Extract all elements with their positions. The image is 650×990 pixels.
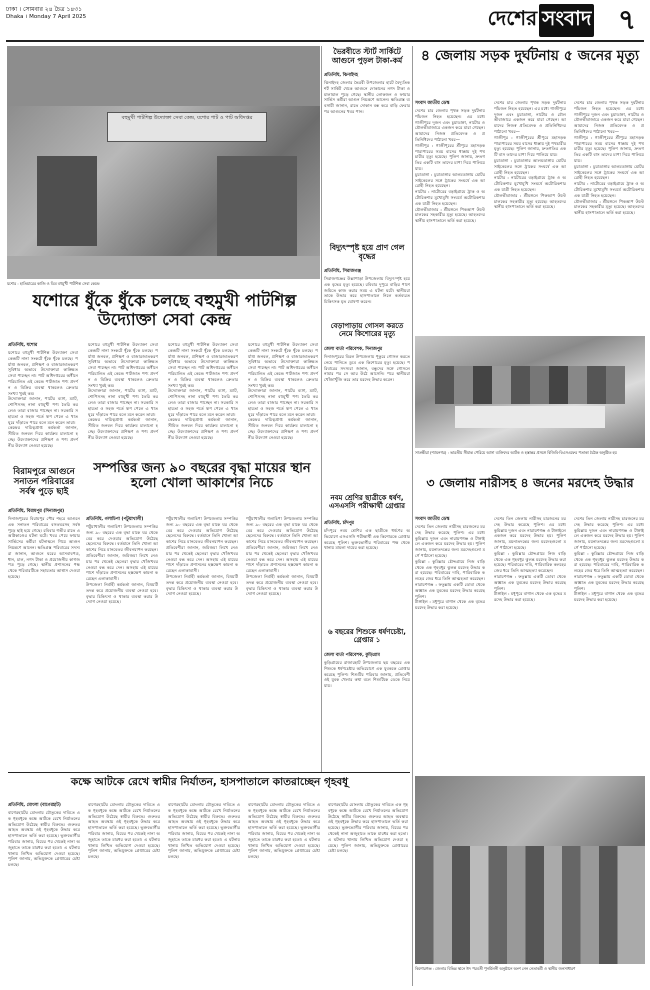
mother-byline: প্রতিনিধি, গলাচিপা (পটুয়াখালী)	[86, 517, 144, 522]
masthead	[0, 0, 650, 44]
road-body-col1: দেশের চার জেলায় পৃথক সড়ক দুর্ঘটনায় পাঁচজন নিহত হয়েছেন। এর মধ্যে গাজীপুরে দুজন এবং চুয়াডাঙ্গা, নাটোর ও মৌলভীবাজারে একজন করে মারা গেছেন। আমাদের নিজস্ব প্রতিবেদক ও প্রতিনিধিদের পাঠানো খবর— গাজীপুর : গাজীপুরের শ্রীপুরে মহাসড়ক পারাপারের সময় বাসের ধাক্কায় দুই পথচারীর মৃত্যু হয়েছে। পুলিশ জানায়, দ্রুতগতির একটি বাস তাদের চাপা দিয়ে পালিয়ে যায়। চুয়াডাঙ্গা : চুয়াডাঙ্গার আলমডাঙ্গায় মোটরসাইকেলের সঙ্গে ট্রাকের সংঘর্ষে এক আরোহী নিহত হয়েছেন। নাটোর : নাটোরের বড়াইগ্রামে ট্রাক ও অটোরিকশার মুখোমুখি সংঘর্ষে অটোরিকশার এক যাত্রী নিহত হয়েছেন। মৌলভীবাজার : শ্রীমঙ্গলে পিকআপ উল্টে চালকের সহকারীর মৃত্যু হয়েছে। আহতদের স্থানীয় হাসপাতালে ভর্তি করা হয়েছে।	[415, 108, 485, 224]
border-meeting-caption: সাতক্ষীরা (শ্যামনগর) : ভারতীয় সীমান্ত পেরিয়ে আসা ব্যক্তিদের আটক ও হস্তান্তর প্রসঙ্গে বিজিবি-বিএসএফের পতাকা বৈঠক অনুষ্ঠিত হয়	[415, 450, 617, 455]
jute-center-photo	[7, 46, 320, 279]
mother-body-col2: পটুয়াখালীর গলাচিপা উপজেলায় সম্পত্তির জন্য ৯০ বছরের এক বৃদ্ধা মাকে ঘর থেকে বের করে দেওয়ার অভিযোগ উঠেছে ছেলেদের বিরুদ্ধে। বর্তমানে তিনি খোলা আকাশের নিচে মানবেতর জীবনযাপন করছেন। প্রতিবেশীরা জানান, জমিজমা লিখে নেওয়ার পর থেকেই ছেলেরা বৃদ্ধার খোঁজখবর নেওয়া বন্ধ করে দেন। অসহায় এই মায়ের পাশে দাঁড়াতে প্রশাসনের হস্তক্ষেপ কামনা করেছেন এলাকাবাসী। উপজেলা নির্বাহী কর্মকর্তা জানান, বিষয়টি তদন্ত করে প্রয়োজনীয় ব্যবস্থা নেওয়া হবে। বৃদ্ধার চিকিৎসা ও থাকার ব্যবস্থা করার উদ্যোগ নেওয়া হয়েছে।	[166, 516, 238, 597]
wife-body-col1: বাগেরহাটের মোংলায় যৌতুকের দাবিতে এক গৃহবধূকে কক্ষে আটকে রেখে নির্যাতনের অভিযোগ উঠেছে স্বামীর বিরুদ্ধে। গুরুতর আহত অবস্থায় ওই গৃহবধূকে উদ্ধার করে হাসপাতালে ভর্তি করা হয়েছে। ভুক্তভোগীর পরিবার জানায়, বিয়ের পর থেকেই নানা অজুহাতে তাকে মারধর করা হতো। এ ঘটনায় থানায় লিখিত অভিযোগ দেওয়া হয়েছে। পুলিশ জানায়, অভিযুক্তকে গ্রেপ্তারের চেষ্টা চলছে।	[8, 810, 82, 868]
jute-body-col4: যশোরে বহুমুখী পাটশিল্প উদ্যোক্তা সেবা কেন্দ্রটি নানা সংকটে ধুঁকে ধুঁকে চলছে। পর্যাপ্ত জনবল, প্রশিক্ষণ ও বাজারজাতকরণ সুবিধার অভাবে উদ্যোক্তারা কাঙ্ক্ষিত সেবা পাচ্ছেন না। পাট অধিদপ্তরের অধীনে পরিচালিত এই কেন্দ্রে পাটজাত পণ্য প্রদর্শন ও বিক্রির ব্যবস্থা থাকলেও ক্রেতার সংখ্যা খুবই কম। উদ্যোক্তারা জানান, পাটের ব্যাগ, ম্যাট, শোপিসসহ নানা বহুমুখী পণ্য তৈরি করলেও তারা বাজার পাচ্ছেন না। সরকারি সহায়তা ও সহজ শর্তে ঋণ পেলে এ খাত ঘুরে দাঁড়াতে পারে বলে মনে করেন তারা। কেন্দ্রের দায়িত্বপ্রাপ্ত কর্মকর্তা জানান, সীমিত জনবল দিয়ে কার্যক্রম চালানো হচ্ছে। উদ্যোক্তাদের প্রশিক্ষণ ও পণ্য প্রদর্শনীর উদ্যোগ নেওয়া হয়েছে।	[248, 342, 318, 440]
mother-body-col1: পটুয়াখালীর গলাচিপা উপজেলায় সম্পত্তির জন্য ৯০ বছরের এক বৃদ্ধা মাকে ঘর থেকে বের করে দেওয়ার অভিযোগ উঠেছে ছেলেদের বিরুদ্ধে। বর্তমানে তিনি খোলা আকাশের নিচে মানবেতর জীবনযাপন করছেন। প্রতিবেশীরা জানান, জমিজমা লিখে নেওয়ার পর থেকেই ছেলেরা বৃদ্ধার খোঁজখবর নেওয়া বন্ধ করে দেন। অসহায় এই মায়ের পাশে দাঁড়াতে প্রশাসনের হস্তক্ষেপ কামনা করেছেন এলাকাবাসী। উপজেলা নির্বাহী কর্মকর্তা জানান, বিষয়টি তদন্ত করে প্রয়োজনীয় ব্যবস্থা নেওয়া হবে। বৃদ্ধার চিকিৎসা ও থাকার ব্যবস্থা করার উদ্যোগ নেওয়া হয়েছে।	[86, 524, 158, 605]
drown-headline: বেড়াপাড়ায় গোসল করতে নেমে কিশোরের মৃত্যু	[330, 322, 404, 339]
mother-headline: সম্পত্তির জন্য ৯০ বছরের বৃদ্ধা মায়ের স্থান হলো খোলা আকাশের নিচে	[93, 461, 311, 491]
fire-family-body: দিনাজপুরের বিরামপুর পৌর শহরে আগুনে এক সনাতন পরিবারের বসতঘরসহ সর্বস্ব পুড়ে ছাই হয়ে গেছে। রবিবার গভীর রাতে এ অগ্নিকাণ্ডের ঘটনা ঘটে। খবর পেয়ে ফায়ার সার্ভিসের কর্মীরা ঘটনাস্থলে গিয়ে আগুন নিয়ন্ত্রণে আনেন। ক্ষতিগ্রস্ত পরিবারের সদস্যরা জানান, আগুনে ঘরের আসবাবপত্র, ধান, চাল, নগদ টাকা ও প্রয়োজনীয় কাগজপত্র পুড়ে গেছে। স্থানীয় প্রশাসনের পক্ষ থেকে পরিবারটিকে সহায়তার আশ্বাস দেওয়া হয়েছে।	[8, 516, 82, 579]
wife-body-col5: বাগেরহাটের মোংলায় যৌতুকের দাবিতে এক গৃহবধূকে কক্ষে আটকে রেখে নির্যাতনের অভিযোগ উঠেছে স্বামীর বিরুদ্ধে। গুরুতর আহত অবস্থায় ওই গৃহবধূকে উদ্ধার করে হাসপাতালে ভর্তি করা হয়েছে। ভুক্তভোগীর পরিবার জানায়, বিয়ের পর থেকেই নানা অজুহাতে তাকে মারধর করা হতো। এ ঘটনায় থানায় লিখিত অভিযোগ দেওয়া হয়েছে। পুলিশ জানায়, অভিযুক্তকে গ্রেপ্তারের চেষ্টা চলছে।	[328, 802, 410, 854]
photo-crowd	[415, 846, 645, 964]
road-body-col2: দেশের চার জেলায় পৃথক সড়ক দুর্ঘটনায় পাঁচজন নিহত হয়েছেন। এর মধ্যে গাজীপুরে দুজন এবং চুয়াডাঙ্গা, নাটোর ও মৌলভীবাজারে একজন করে মারা গেছেন। আমাদের নিজস্ব প্রতিবেদক ও প্রতিনিধিদের পাঠানো খবর— গাজীপুর : গাজীপুরের শ্রীপুরে মহাসড়ক পারাপারের সময় বাসের ধাক্কায় দুই পথচারীর মৃত্যু হয়েছে। পুলিশ জানায়, দ্রুতগতির একটি বাস তাদের চাপা দিয়ে পালিয়ে যায়। চুয়াডাঙ্গা : চুয়াডাঙ্গার আলমডাঙ্গায় মোটরসাইকেলের সঙ্গে ট্রাকের সংঘর্ষে এক আরোহী নিহত হয়েছেন। নাটোর : নাটোরের বড়াইগ্রামে ট্রাক ও অটোরিকশার মুখোমুখি সংঘর্ষে অটোরিকশার এক যাত্রী নিহত হয়েছেন। মৌলভীবাজার : শ্রীমঙ্গলে পিকআপ উল্টে চালকের সহকারীর মৃত্যু হয়েছে। আহতদের স্থানীয় হাসপাতালে ভর্তি করা হয়েছে।	[494, 100, 566, 210]
rape-headline: নবম শ্রেণির ছাত্রীকে ধর্ষণ, এসএসসি পরীক্ষার্থী গ্রেপ্তার	[329, 494, 405, 511]
drown-byline: জেলা বার্তা পরিবেশক, দিনাজপুর	[324, 347, 383, 352]
child-headline: ৬ বছরের শিশুকে ধর্ষণচেষ্টা, গ্রেপ্তার ১	[328, 628, 406, 645]
lightning-byline: প্রতিনিধি, সিরাজগঞ্জ	[324, 269, 362, 274]
paper-name	[478, 3, 604, 37]
gathering-photo	[415, 776, 645, 964]
photo-people-row	[435, 366, 625, 404]
rape-body: চাঁদপুরে নবম শ্রেণির এক ছাত্রীকে ধর্ষণের অভিযোগে এসএসসি পরীক্ষার্থী এক কিশোরকে গ্রেপ্তার করেছে পুলিশ। ভুক্তভোগীর পরিবারের পক্ষ থেকে থানায় মামলা দায়ের করা হয়েছে।	[324, 528, 412, 551]
photo-building-band	[7, 46, 320, 106]
women-byline: সংবাদ জাতীয় ডেস্ক	[415, 517, 450, 522]
drown-body: দিনাজপুরের বিরল উপজেলায় পুকুরে গোসল করতে নেমে পানিতে ডুবে এক কিশোরের মৃত্যু হয়েছে। পরিবারের সদস্যরা জানান, বন্ধুদের সঙ্গে গোসলে নামার পর সে আর উঠে আসেনি। পরে স্থানীয়রা খোঁজাখুঁজি করে তার মরদেহ উদ্ধার করেন।	[324, 354, 412, 383]
women-body-col1: দেশের তিন জেলায় নারীসহ চারজনের মরদেহ উদ্ধার করেছে পুলিশ। এর মধ্যে কুমিল্লায় দুজন এবং নারায়ণগঞ্জ ও টাঙ্গাইলে একজন করে মরদেহ উদ্ধার হয়। পুলিশ জানায়, ময়নাতদন্তের জন্য মরদেহগুলো মর্গে পাঠানো হয়েছে। কুমিল্লা : কুমিল্লার চৌদ্দগ্রামে নিজ বাড়ি থেকে এক গৃহবধূর ঝুলন্ত মরদেহ উদ্ধার করা হয়েছে। পরিবারের দাবি, পারিবারিক কলহের জের ধরে তিনি আত্মহত্যা করেছেন। নারায়ণগঞ্জ : ফতুল্লায় একটি ডোবা থেকে অজ্ঞাত এক যুবকের মরদেহ উদ্ধার করেছে পুলিশ। টাঙ্গাইল : মধুপুরে বাগান থেকে এক বৃদ্ধের মরদেহ উদ্ধার করা হয়েছে।	[415, 524, 485, 611]
road-byline: সংবাদ জাতীয় ডেস্ক	[415, 101, 450, 106]
photo-doorway-left	[37, 156, 97, 246]
women-headline: ৩ জেলায় নারীসহ ৪ জনের মরদেহ উদ্ধার	[426, 475, 634, 490]
lightning-body: সিরাজগঞ্জের উল্লাপাড়া উপজেলায় বিদ্যুৎস্পৃষ্ট হয়ে এক বৃদ্ধের মৃত্যু হয়েছে। রবিবার দুপুরে বাড়ির পাশে জমিতে কাজ করার সময় এ ঘটনা ঘটে। স্থানীয়রা তাকে উদ্ধার করে হাসপাতালে নিলে কর্তব্যরত চিকিৎসক মৃত ঘোষণা করেন।	[324, 276, 412, 305]
photo-sign-board	[107, 112, 267, 142]
fire-cashier-byline: প্রতিনিধি, ঝিনাইদহ	[324, 73, 358, 78]
wife-byline: প্রতিনিধি, মোংলা (বাগেরহাট)	[8, 803, 61, 808]
wife-body-col2: বাগেরহাটের মোংলায় যৌতুকের দাবিতে এক গৃহবধূকে কক্ষে আটকে রেখে নির্যাতনের অভিযোগ উঠেছে স্বামীর বিরুদ্ধে। গুরুতর আহত অবস্থায় ওই গৃহবধূকে উদ্ধার করে হাসপাতালে ভর্তি করা হয়েছে। ভুক্তভোগীর পরিবার জানায়, বিয়ের পর থেকেই নানা অজুহাতে তাকে মারধর করা হতো। এ ঘটনায় থানায় লিখিত অভিযোগ দেওয়া হয়েছে। পুলিশ জানায়, অভিযুক্তকে গ্রেপ্তারের চেষ্টা চলছে।	[88, 802, 162, 860]
wife-headline: কক্ষে আটকে রেখে স্বামীর নির্যাতন, হাসপাতালে কাতরাচ্ছেন গৃহবধূ	[70, 776, 349, 788]
column-rule-2	[412, 46, 413, 986]
masthead-date-en: Dhaka । Monday 7 April 2025	[6, 14, 87, 20]
mother-body-col3: পটুয়াখালীর গলাচিপা উপজেলায় সম্পত্তির জন্য ৯০ বছরের এক বৃদ্ধা মাকে ঘর থেকে বের করে দেওয়ার অভিযোগ উঠেছে ছেলেদের বিরুদ্ধে। বর্তমানে তিনি খোলা আকাশের নিচে মানবেতর জীবনযাপন করছেন। প্রতিবেশীরা জানান, জমিজমা লিখে নেওয়ার পর থেকেই ছেলেরা বৃদ্ধার খোঁজখবর নেওয়া বন্ধ করে দেন। অসহায় এই মায়ের পাশে দাঁড়াতে প্রশাসনের হস্তক্ষেপ কামনা করেছেন এলাকাবাসী। উপজেলা নির্বাহী কর্মকর্তা জানান, বিষয়টি তদন্ত করে প্রয়োজনীয় ব্যবস্থা নেওয়া হবে। বৃদ্ধার চিকিৎসা ও থাকার ব্যবস্থা করার উদ্যোগ নেওয়া হয়েছে।	[246, 516, 318, 597]
photo-doorway-right	[217, 156, 297, 256]
child-byline: জেলা বার্তা পরিবেশক, কুড়িগ্রাম	[324, 653, 380, 658]
road-body-col3: দেশের চার জেলায় পৃথক সড়ক দুর্ঘটনায় পাঁচজন নিহত হয়েছেন। এর মধ্যে গাজীপুরে দুজন এবং চুয়াডাঙ্গা, নাটোর ও মৌলভীবাজারে একজন করে মারা গেছেন। আমাদের নিজস্ব প্রতিবেদক ও প্রতিনিধিদের পাঠানো খবর— গাজীপুর : গাজীপুরের শ্রীপুরে মহাসড়ক পারাপারের সময় বাসের ধাক্কায় দুই পথচারীর মৃত্যু হয়েছে। পুলিশ জানায়, দ্রুতগতির একটি বাস তাদের চাপা দিয়ে পালিয়ে যায়। চুয়াডাঙ্গা : চুয়াডাঙ্গার আলমডাঙ্গায় মোটরসাইকেলের সঙ্গে ট্রাকের সংঘর্ষে এক আরোহী নিহত হয়েছেন। নাটোর : নাটোরের বড়াইগ্রামে ট্রাক ও অটোরিকশার মুখোমুখি সংঘর্ষে অটোরিকশার এক যাত্রী নিহত হয়েছেন। মৌলভীবাজার : শ্রীমঙ্গলে পিকআপ উল্টে চালকের সহকারীর মৃত্যু হয়েছে। আহতদের স্থানীয় হাসপাতালে ভর্তি করা হয়েছে।	[574, 100, 644, 216]
jute-photo-caption: যশোর : হাতিয়ারের কাজি ও ডিম বহুমুখী পাটশিল্প সেবা কেন্দ্রে	[7, 281, 100, 286]
child-body: কুড়িগ্রামের রাজারহাট উপজেলায় ছয় বছরের এক শিশুকে ধর্ষণচেষ্টার অভিযোগে এক যুবককে গ্রেপ্তার করেছে পুলিশ। শিশুটির পরিবার জানায়, প্রতিবেশী ওই যুবক খেলার কথা বলে শিশুটিকে ডেকে নিয়ে যায়।	[324, 660, 412, 689]
page-number: ৭	[617, 3, 637, 36]
wife-body-col4: বাগেরহাটের মোংলায় যৌতুকের দাবিতে এক গৃহবধূকে কক্ষে আটকে রেখে নির্যাতনের অভিযোগ উঠেছে স্বামীর বিরুদ্ধে। গুরুতর আহত অবস্থায় ওই গৃহবধূকে উদ্ধার করে হাসপাতালে ভর্তি করা হয়েছে। ভুক্তভোগীর পরিবার জানায়, বিয়ের পর থেকেই নানা অজুহাতে তাকে মারধর করা হতো। এ ঘটনায় থানায় লিখিত অভিযোগ দেওয়া হয়েছে। পুলিশ জানায়, অভিযুক্তকে গ্রেপ্তারের চেষ্টা চলছে।	[248, 802, 322, 860]
lightning-headline: বিদ্যুৎস্পৃষ্ট হয়ে প্রাণ গেল বৃদ্ধের	[329, 243, 405, 261]
paper-name-part2: সংবাদ	[539, 4, 594, 37]
women-body-col2: দেশের তিন জেলায় নারীসহ চারজনের মরদেহ উদ্ধার করেছে পুলিশ। এর মধ্যে কুমিল্লায় দুজন এবং নারায়ণগঞ্জ ও টাঙ্গাইলে একজন করে মরদেহ উদ্ধার হয়। পুলিশ জানায়, ময়নাতদন্তের জন্য মরদেহগুলো মর্গে পাঠানো হয়েছে। কুমিল্লা : কুমিল্লার চৌদ্দগ্রামে নিজ বাড়ি থেকে এক গৃহবধূর ঝুলন্ত মরদেহ উদ্ধার করা হয়েছে। পরিবারের দাবি, পারিবারিক কলহের জের ধরে তিনি আত্মহত্যা করেছেন। নারায়ণগঞ্জ : ফতুল্লায় একটি ডোবা থেকে অজ্ঞাত এক যুবকের মরদেহ উদ্ধার করেছে পুলিশ। টাঙ্গাইল : মধুপুরে বাগান থেকে এক বৃদ্ধের মরদেহ উদ্ধার করা হয়েছে।	[494, 516, 566, 603]
road-headline: ৪ জেলায় সড়ক দুর্ঘটনায় ৫ জনের মৃত্যু	[420, 48, 640, 64]
photo-sign-text: বহুমুখী পাটশিল্প উদ্যোক্তা সেবা কেন্দ্র, যশোর পাট ও পাট অধিদপ্তর	[121, 115, 253, 121]
bottom-section-rule	[8, 772, 410, 773]
column-rule-1	[321, 46, 322, 772]
fire-cashier-body: ঝিনাইদহ জেলার ভৈরবী উপজেলার হাটে বৈদ্যুতিক শর্ট সার্কিট থেকে আগুনে দোকানের নগদ টাকা ও মালামাল পুড়ে গেছে। স্থানীয় লোকজন ও ফায়ার সার্ভিস কর্মীরা আগুন নিয়ন্ত্রণে আনেন। ক্ষতিগ্রস্ত ব্যবসায়ী জানান, রাতে দোকান বন্ধ করে বাড়ি ফেরার পর আগুনের খবর পান।	[324, 80, 412, 114]
paper-name-part1: দেশের	[487, 5, 538, 30]
rape-byline: প্রতিনিধি, চাঁদপুর	[324, 521, 354, 526]
fire-cashier-headline: ভৈরবীতে স্টার্ট সার্কিটে আগুনে পুড়ল টাকা-কর্ম	[331, 47, 403, 65]
masthead-date-bn: ঢাকা । সোমবার ২৪ চৈত্র ১৪৩১	[6, 6, 83, 13]
photo-table	[455, 406, 605, 428]
photo-ground	[7, 256, 320, 279]
jute-body-col2: যশোরে বহুমুখী পাটশিল্প উদ্যোক্তা সেবা কেন্দ্রটি নানা সংকটে ধুঁকে ধুঁকে চলছে। পর্যাপ্ত জনবল, প্রশিক্ষণ ও বাজারজাতকরণ সুবিধার অভাবে উদ্যোক্তারা কাঙ্ক্ষিত সেবা পাচ্ছেন না। পাট অধিদপ্তরের অধীনে পরিচালিত এই কেন্দ্রে পাটজাত পণ্য প্রদর্শন ও বিক্রির ব্যবস্থা থাকলেও ক্রেতার সংখ্যা খুবই কম। উদ্যোক্তারা জানান, পাটের ব্যাগ, ম্যাট, শোপিসসহ নানা বহুমুখী পণ্য তৈরি করলেও তারা বাজার পাচ্ছেন না। সরকারি সহায়তা ও সহজ শর্তে ঋণ পেলে এ খাত ঘুরে দাঁড়াতে পারে বলে মনে করেন তারা। কেন্দ্রের দায়িত্বপ্রাপ্ত কর্মকর্তা জানান, সীমিত জনবল দিয়ে কার্যক্রম চালানো হচ্ছে। উদ্যোক্তাদের প্রশিক্ষণ ও পণ্য প্রদর্শনীর উদ্যোগ নেওয়া হয়েছে।	[88, 342, 158, 440]
jute-byline: প্রতিনিধি, যশোর	[8, 343, 38, 348]
jute-body-col3: যশোরে বহুমুখী পাটশিল্প উদ্যোক্তা সেবা কেন্দ্রটি নানা সংকটে ধুঁকে ধুঁকে চলছে। পর্যাপ্ত জনবল, প্রশিক্ষণ ও বাজারজাতকরণ সুবিধার অভাবে উদ্যোক্তারা কাঙ্ক্ষিত সেবা পাচ্ছেন না। পাট অধিদপ্তরের অধীনে পরিচালিত এই কেন্দ্রে পাটজাত পণ্য প্রদর্শন ও বিক্রির ব্যবস্থা থাকলেও ক্রেতার সংখ্যা খুবই কম। উদ্যোক্তারা জানান, পাটের ব্যাগ, ম্যাট, শোপিসসহ নানা বহুমুখী পণ্য তৈরি করলেও তারা বাজার পাচ্ছেন না। সরকারি সহায়তা ও সহজ শর্তে ঋণ পেলে এ খাত ঘুরে দাঁড়াতে পারে বলে মনে করেন তারা। কেন্দ্রের দায়িত্বপ্রাপ্ত কর্মকর্তা জানান, সীমিত জনবল দিয়ে কার্যক্রম চালানো হচ্ছে। উদ্যোক্তাদের প্রশিক্ষণ ও পণ্য প্রদর্শনীর উদ্যোগ নেওয়া হয়েছে।	[168, 342, 238, 440]
gathering-caption: কিশোরগঞ্জ : জেলার বিভিন্ন স্থানে ঈদ পরবর্তী পুনর্মিলনী অনুষ্ঠানে অংশ নেন নেতাকর্মী ও স্থানীয় জনসাধারণ	[415, 966, 576, 971]
women-body-col3: দেশের তিন জেলায় নারীসহ চারজনের মরদেহ উদ্ধার করেছে পুলিশ। এর মধ্যে কুমিল্লায় দুজন এবং নারায়ণগঞ্জ ও টাঙ্গাইলে একজন করে মরদেহ উদ্ধার হয়। পুলিশ জানায়, ময়নাতদন্তের জন্য মরদেহগুলো মর্গে পাঠানো হয়েছে। কুমিল্লা : কুমিল্লার চৌদ্দগ্রামে নিজ বাড়ি থেকে এক গৃহবধূর ঝুলন্ত মরদেহ উদ্ধার করা হয়েছে। পরিবারের দাবি, পারিবারিক কলহের জের ধরে তিনি আত্মহত্যা করেছেন। নারায়ণগঞ্জ : ফতুল্লায় একটি ডোবা থেকে অজ্ঞাত এক যুবকের মরদেহ উদ্ধার করেছে পুলিশ। টাঙ্গাইল : মধুপুরে বাগান থেকে এক বৃদ্ধের মরদেহ উদ্ধার করা হয়েছে।	[574, 516, 644, 603]
jute-headline: যশোরে ধুঁকে ধুঁকে চলছে বহুমুখী পাটশিল্প উদ্যোক্তা সেবা কেন্দ্র	[32, 291, 297, 329]
jute-body-col1: যশোরে বহুমুখী পাটশিল্প উদ্যোক্তা সেবা কেন্দ্রটি নানা সংকটে ধুঁকে ধুঁকে চলছে। পর্যাপ্ত জনবল, প্রশিক্ষণ ও বাজারজাতকরণ সুবিধার অভাবে উদ্যোক্তারা কাঙ্ক্ষিত সেবা পাচ্ছেন না। পাট অধিদপ্তরের অধীনে পরিচালিত এই কেন্দ্রে পাটজাত পণ্য প্রদর্শন ও বিক্রির ব্যবস্থা থাকলেও ক্রেতার সংখ্যা খুবই কম। উদ্যোক্তারা জানান, পাটের ব্যাগ, ম্যাট, শোপিসসহ নানা বহুমুখী পণ্য তৈরি করলেও তারা বাজার পাচ্ছেন না। সরকারি সহায়তা ও সহজ শর্তে ঋণ পেলে এ খাত ঘুরে দাঁড়াতে পারে বলে মনে করেন তারা। কেন্দ্রের দায়িত্বপ্রাপ্ত কর্মকর্তা জানান, সীমিত জনবল দিয়ে কার্যক্রম চালানো হচ্ছে। উদ্যোক্তাদের প্রশিক্ষণ ও পণ্য প্রদর্শনীর উদ্যোগ নেওয়া হয়েছে।	[8, 350, 78, 448]
masthead-rule	[6, 40, 644, 42]
fire-family-headline: বিরামপুরে আগুনে সনাতন পরিবারের সর্বস্ব পুড়ে ছাই	[13, 467, 75, 497]
fire-family-byline: প্রতিনিধি, বিরামপুর (দিনাজপুর)	[8, 509, 65, 514]
wife-body-col3: বাগেরহাটের মোংলায় যৌতুকের দাবিতে এক গৃহবধূকে কক্ষে আটকে রেখে নির্যাতনের অভিযোগ উঠেছে স্বামীর বিরুদ্ধে। গুরুতর আহত অবস্থায় ওই গৃহবধূকে উদ্ধার করে হাসপাতালে ভর্তি করা হয়েছে। ভুক্তভোগীর পরিবার জানায়, বিয়ের পর থেকেই নানা অজুহাতে তাকে মারধর করা হতো। এ ঘটনায় থানায় লিখিত অভিযোগ দেওয়া হয়েছে। পুলিশ জানায়, অভিযুক্তকে গ্রেপ্তারের চেষ্টা চলছে।	[168, 802, 242, 860]
border-meeting-photo	[415, 336, 645, 448]
